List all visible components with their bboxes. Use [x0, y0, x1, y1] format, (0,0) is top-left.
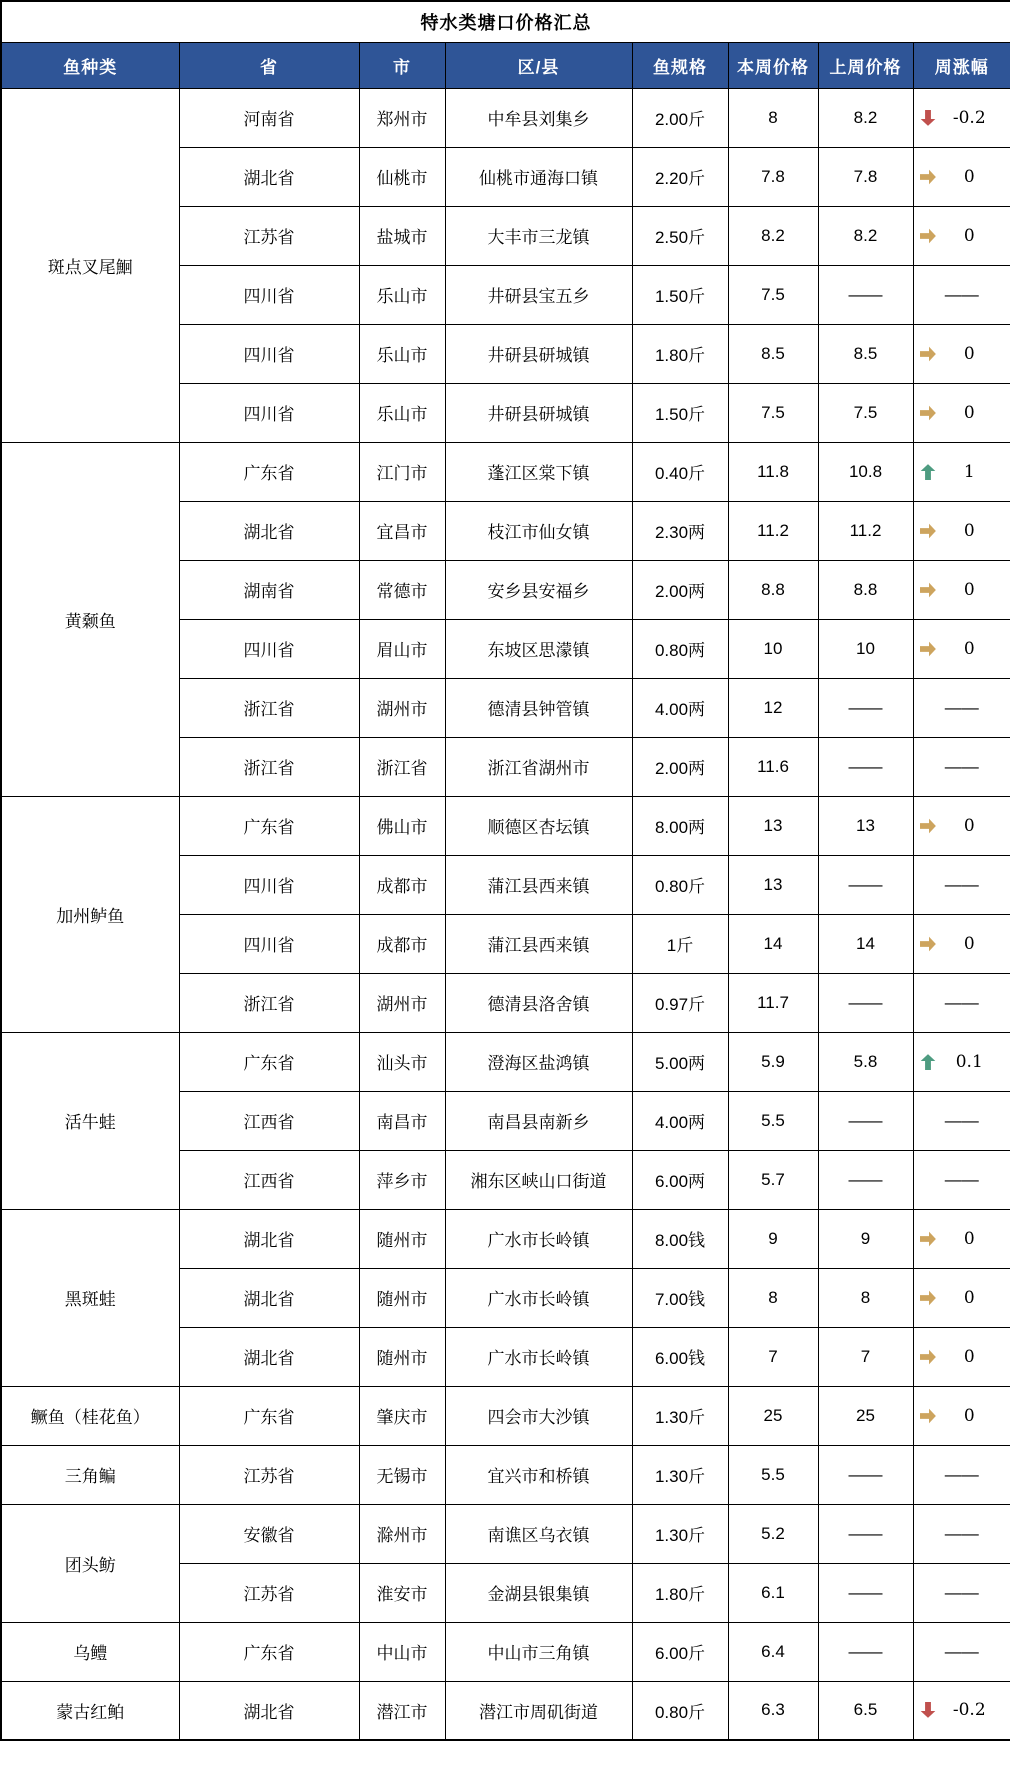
spec-cell: 4.00两 — [632, 1091, 728, 1150]
spec-cell: 0.97斤 — [632, 973, 728, 1032]
col-header-this-week: 本周价格 — [728, 42, 818, 88]
col-header-change: 周涨幅 — [913, 42, 1010, 88]
spec-cell: 5.00两 — [632, 1032, 728, 1091]
species-cell: 乌鳢 — [1, 1622, 179, 1681]
district-cell: 蓬江区棠下镇 — [445, 442, 632, 501]
province-cell: 河南省 — [179, 88, 359, 147]
last-week-price-cell: —— — [818, 1091, 913, 1150]
week-change-cell: —— — [913, 737, 1010, 796]
table-row — [1, 796, 1010, 855]
table-row — [1, 1681, 1010, 1740]
spec-cell: 7.00钱 — [632, 1268, 728, 1327]
this-week-price-cell: 7.8 — [728, 147, 818, 206]
this-week-price-cell: 6.4 — [728, 1622, 818, 1681]
right-arrow-icon — [919, 345, 937, 363]
this-week-price-cell: 8 — [728, 1268, 818, 1327]
right-arrow-icon — [919, 1348, 937, 1366]
week-change-cell — [913, 796, 1010, 855]
up-arrow-icon — [919, 1053, 937, 1071]
table-row — [1, 1445, 1010, 1504]
this-week-price-cell: 8.5 — [728, 324, 818, 383]
down-arrow-icon — [919, 1701, 937, 1719]
week-change-value: 0 — [963, 579, 975, 600]
week-change-value: 0 — [963, 638, 975, 659]
city-cell: 成都市 — [359, 855, 445, 914]
week-change-value: 1 — [963, 461, 975, 482]
province-cell: 江苏省 — [179, 1563, 359, 1622]
city-cell: 无锡市 — [359, 1445, 445, 1504]
district-cell: 井研县宝五乡 — [445, 265, 632, 324]
week-change-cell — [913, 1032, 1010, 1091]
province-cell: 江西省 — [179, 1091, 359, 1150]
title-row — [1, 1, 1010, 42]
this-week-price-cell: 25 — [728, 1386, 818, 1445]
province-cell: 浙江省 — [179, 973, 359, 1032]
district-cell: 四会市大沙镇 — [445, 1386, 632, 1445]
week-change-value: 0 — [963, 933, 975, 954]
week-change-value: 0 — [963, 1287, 975, 1308]
col-header-spec: 鱼规格 — [632, 42, 728, 88]
week-change-cell: —— — [913, 1091, 1010, 1150]
province-cell: 湖南省 — [179, 560, 359, 619]
week-change-cell — [913, 324, 1010, 383]
district-cell: 蒲江县西来镇 — [445, 855, 632, 914]
district-cell: 宜兴市和桥镇 — [445, 1445, 632, 1504]
right-arrow-icon — [919, 404, 937, 422]
col-header-last-week: 上周价格 — [818, 42, 913, 88]
species-cell: 加州鲈鱼 — [1, 796, 179, 1032]
city-cell: 滁州市 — [359, 1504, 445, 1563]
right-arrow-icon — [919, 581, 937, 599]
week-change-cell — [913, 147, 1010, 206]
table-row — [1, 1386, 1010, 1445]
down-arrow-icon — [919, 109, 937, 127]
this-week-price-cell: 10 — [728, 619, 818, 678]
table-row — [1, 1032, 1010, 1091]
right-arrow-icon — [919, 1407, 937, 1425]
city-cell: 常德市 — [359, 560, 445, 619]
city-cell: 成都市 — [359, 914, 445, 973]
spec-cell: 1.30斤 — [632, 1445, 728, 1504]
col-header-province: 省 — [179, 42, 359, 88]
week-change-content — [914, 403, 1010, 423]
week-change-cell — [913, 1681, 1010, 1740]
province-cell: 湖北省 — [179, 1209, 359, 1268]
district-cell: 东坡区思濛镇 — [445, 619, 632, 678]
week-change-value: 0 — [963, 166, 975, 187]
this-week-price-cell: 5.2 — [728, 1504, 818, 1563]
week-change-cell — [913, 619, 1010, 678]
province-cell: 江苏省 — [179, 206, 359, 265]
last-week-price-cell: —— — [818, 678, 913, 737]
last-week-price-cell: —— — [818, 973, 913, 1032]
week-change-value: 0 — [963, 1228, 975, 1249]
province-cell: 四川省 — [179, 619, 359, 678]
week-change-value: 0 — [963, 1346, 975, 1367]
spec-cell: 4.00两 — [632, 678, 728, 737]
species-cell: 鳜鱼（桂花鱼） — [1, 1386, 179, 1445]
this-week-price-cell: 11.6 — [728, 737, 818, 796]
page-title: 特水类塘口价格汇总 — [1, 1, 1010, 42]
this-week-price-cell: 5.7 — [728, 1150, 818, 1209]
table-row — [1, 1622, 1010, 1681]
right-arrow-icon — [919, 522, 937, 540]
province-cell: 安徽省 — [179, 1504, 359, 1563]
up-arrow-icon — [919, 463, 937, 481]
district-cell: 金湖县银集镇 — [445, 1563, 632, 1622]
province-cell: 江苏省 — [179, 1445, 359, 1504]
week-change-cell — [913, 501, 1010, 560]
this-week-price-cell: 14 — [728, 914, 818, 973]
last-week-price-cell: —— — [818, 1504, 913, 1563]
table-row — [1, 1504, 1010, 1563]
week-change-cell — [913, 914, 1010, 973]
this-week-price-cell: 8.2 — [728, 206, 818, 265]
province-cell: 江西省 — [179, 1150, 359, 1209]
this-week-price-cell: 6.1 — [728, 1563, 818, 1622]
city-cell: 中山市 — [359, 1622, 445, 1681]
spec-cell: 0.40斤 — [632, 442, 728, 501]
week-change-cell — [913, 1386, 1010, 1445]
week-change-cell — [913, 1268, 1010, 1327]
city-cell: 湖州市 — [359, 678, 445, 737]
spec-cell: 0.80斤 — [632, 855, 728, 914]
last-week-price-cell: —— — [818, 1622, 913, 1681]
province-cell: 广东省 — [179, 1386, 359, 1445]
week-change-content — [914, 1700, 1010, 1720]
spec-cell: 6.00斤 — [632, 1622, 728, 1681]
city-cell: 宜昌市 — [359, 501, 445, 560]
last-week-price-cell: 13 — [818, 796, 913, 855]
province-cell: 四川省 — [179, 383, 359, 442]
last-week-price-cell: —— — [818, 1445, 913, 1504]
week-change-cell: —— — [913, 1150, 1010, 1209]
city-cell: 肇庆市 — [359, 1386, 445, 1445]
week-change-cell — [913, 1209, 1010, 1268]
last-week-price-cell: 9 — [818, 1209, 913, 1268]
this-week-price-cell: 8 — [728, 88, 818, 147]
right-arrow-icon — [919, 1230, 937, 1248]
district-cell: 广水市长岭镇 — [445, 1268, 632, 1327]
province-cell: 广东省 — [179, 1622, 359, 1681]
city-cell: 乐山市 — [359, 324, 445, 383]
city-cell: 随州市 — [359, 1268, 445, 1327]
province-cell: 四川省 — [179, 265, 359, 324]
week-change-cell: —— — [913, 265, 1010, 324]
province-cell: 广东省 — [179, 1032, 359, 1091]
province-cell: 湖北省 — [179, 147, 359, 206]
last-week-price-cell: —— — [818, 265, 913, 324]
week-change-content — [914, 521, 1010, 541]
city-cell: 淮安市 — [359, 1563, 445, 1622]
last-week-price-cell: —— — [818, 855, 913, 914]
this-week-price-cell: 11.2 — [728, 501, 818, 560]
last-week-price-cell: 10 — [818, 619, 913, 678]
city-cell: 盐城市 — [359, 206, 445, 265]
district-cell: 井研县研城镇 — [445, 324, 632, 383]
district-cell: 广水市长岭镇 — [445, 1209, 632, 1268]
district-cell: 中山市三角镇 — [445, 1622, 632, 1681]
city-cell: 浙江省 — [359, 737, 445, 796]
district-cell: 德清县钟管镇 — [445, 678, 632, 737]
province-cell: 湖北省 — [179, 1327, 359, 1386]
week-change-cell: —— — [913, 973, 1010, 1032]
spec-cell: 0.80斤 — [632, 1681, 728, 1740]
last-week-price-cell: 7.5 — [818, 383, 913, 442]
right-arrow-icon — [919, 817, 937, 835]
this-week-price-cell: 8.8 — [728, 560, 818, 619]
spec-cell: 1斤 — [632, 914, 728, 973]
last-week-price-cell: 8.2 — [818, 206, 913, 265]
city-cell: 江门市 — [359, 442, 445, 501]
last-week-price-cell: 8.2 — [818, 88, 913, 147]
last-week-price-cell: 7 — [818, 1327, 913, 1386]
province-cell: 四川省 — [179, 914, 359, 973]
week-change-value: 0 — [963, 402, 975, 423]
spec-cell: 1.50斤 — [632, 383, 728, 442]
col-header-species: 鱼种类 — [1, 42, 179, 88]
week-change-cell — [913, 1327, 1010, 1386]
district-cell: 湘东区峡山口街道 — [445, 1150, 632, 1209]
table-row — [1, 1209, 1010, 1268]
this-week-price-cell: 12 — [728, 678, 818, 737]
week-change-cell: —— — [913, 1504, 1010, 1563]
last-week-price-cell: 5.8 — [818, 1032, 913, 1091]
week-change-cell — [913, 383, 1010, 442]
spec-cell: 2.50斤 — [632, 206, 728, 265]
week-change-value: -0.2 — [952, 107, 986, 128]
table-head — [1, 1, 1010, 88]
week-change-cell — [913, 560, 1010, 619]
price-table-body — [1, 88, 1010, 1740]
province-cell: 四川省 — [179, 855, 359, 914]
right-arrow-icon — [919, 227, 937, 245]
spec-cell: 1.30斤 — [632, 1504, 728, 1563]
spec-cell: 1.50斤 — [632, 265, 728, 324]
species-cell: 黑斑蛙 — [1, 1209, 179, 1386]
district-cell: 仙桃市通海口镇 — [445, 147, 632, 206]
col-header-city: 市 — [359, 42, 445, 88]
week-change-cell — [913, 442, 1010, 501]
city-cell: 汕头市 — [359, 1032, 445, 1091]
city-cell: 潜江市 — [359, 1681, 445, 1740]
last-week-price-cell: —— — [818, 1150, 913, 1209]
week-change-cell: —— — [913, 678, 1010, 737]
province-cell: 浙江省 — [179, 678, 359, 737]
last-week-price-cell: 7.8 — [818, 147, 913, 206]
this-week-price-cell: 6.3 — [728, 1681, 818, 1740]
week-change-cell: —— — [913, 855, 1010, 914]
city-cell: 南昌市 — [359, 1091, 445, 1150]
spec-cell: 2.00两 — [632, 737, 728, 796]
district-cell: 蒲江县西来镇 — [445, 914, 632, 973]
week-change-content — [914, 344, 1010, 364]
last-week-price-cell: 10.8 — [818, 442, 913, 501]
table-row — [1, 88, 1010, 147]
city-cell: 佛山市 — [359, 796, 445, 855]
province-cell: 广东省 — [179, 442, 359, 501]
last-week-price-cell: 8 — [818, 1268, 913, 1327]
city-cell: 乐山市 — [359, 383, 445, 442]
week-change-content — [914, 580, 1010, 600]
week-change-content — [914, 816, 1010, 836]
last-week-price-cell: 8.8 — [818, 560, 913, 619]
district-cell: 潜江市周矶街道 — [445, 1681, 632, 1740]
week-change-content — [914, 108, 1010, 128]
spec-cell: 1.80斤 — [632, 1563, 728, 1622]
this-week-price-cell: 11.8 — [728, 442, 818, 501]
week-change-content — [914, 1288, 1010, 1308]
spec-cell: 2.00斤 — [632, 88, 728, 147]
this-week-price-cell: 5.9 — [728, 1032, 818, 1091]
week-change-cell — [913, 206, 1010, 265]
week-change-content — [914, 1347, 1010, 1367]
this-week-price-cell: 11.7 — [728, 973, 818, 1032]
week-change-cell — [913, 88, 1010, 147]
week-change-content — [914, 639, 1010, 659]
last-week-price-cell: 25 — [818, 1386, 913, 1445]
province-cell: 广东省 — [179, 796, 359, 855]
this-week-price-cell: 7.5 — [728, 265, 818, 324]
week-change-content — [914, 1052, 1010, 1072]
district-cell: 大丰市三龙镇 — [445, 206, 632, 265]
city-cell: 湖州市 — [359, 973, 445, 1032]
week-change-value: 0 — [963, 1405, 975, 1426]
spec-cell: 2.00两 — [632, 560, 728, 619]
district-cell: 井研县研城镇 — [445, 383, 632, 442]
week-change-value: 0 — [963, 815, 975, 836]
last-week-price-cell: 14 — [818, 914, 913, 973]
week-change-value: 0 — [963, 520, 975, 541]
this-week-price-cell: 7.5 — [728, 383, 818, 442]
spec-cell: 2.20斤 — [632, 147, 728, 206]
province-cell: 湖北省 — [179, 501, 359, 560]
district-cell: 南谯区乌衣镇 — [445, 1504, 632, 1563]
week-change-cell: —— — [913, 1563, 1010, 1622]
spec-cell: 2.30两 — [632, 501, 728, 560]
spec-cell: 6.00两 — [632, 1150, 728, 1209]
week-change-cell: —— — [913, 1622, 1010, 1681]
right-arrow-icon — [919, 640, 937, 658]
week-change-content — [914, 1229, 1010, 1249]
this-week-price-cell: 13 — [728, 796, 818, 855]
district-cell: 枝江市仙女镇 — [445, 501, 632, 560]
week-change-content — [914, 226, 1010, 246]
city-cell: 郑州市 — [359, 88, 445, 147]
week-change-content — [914, 1406, 1010, 1426]
week-change-value: 0 — [963, 343, 975, 364]
this-week-price-cell: 9 — [728, 1209, 818, 1268]
week-change-value: 0.1 — [955, 1051, 983, 1072]
last-week-price-cell: —— — [818, 1563, 913, 1622]
species-cell: 蒙古红鲌 — [1, 1681, 179, 1740]
right-arrow-icon — [919, 1289, 937, 1307]
city-cell: 随州市 — [359, 1327, 445, 1386]
spec-cell: 1.80斤 — [632, 324, 728, 383]
week-change-cell: —— — [913, 1445, 1010, 1504]
district-cell: 南昌县南新乡 — [445, 1091, 632, 1150]
last-week-price-cell: 8.5 — [818, 324, 913, 383]
spec-cell: 1.30斤 — [632, 1386, 728, 1445]
city-cell: 乐山市 — [359, 265, 445, 324]
right-arrow-icon — [919, 935, 937, 953]
this-week-price-cell: 5.5 — [728, 1091, 818, 1150]
species-cell: 黄颡鱼 — [1, 442, 179, 796]
district-cell: 安乡县安福乡 — [445, 560, 632, 619]
table-row — [1, 442, 1010, 501]
city-cell: 萍乡市 — [359, 1150, 445, 1209]
species-cell: 活牛蛙 — [1, 1032, 179, 1209]
last-week-price-cell: 6.5 — [818, 1681, 913, 1740]
this-week-price-cell: 13 — [728, 855, 818, 914]
district-cell: 德清县洛舍镇 — [445, 973, 632, 1032]
species-cell: 三角鳊 — [1, 1445, 179, 1504]
right-arrow-icon — [919, 168, 937, 186]
last-week-price-cell: —— — [818, 737, 913, 796]
species-cell: 斑点叉尾鮰 — [1, 88, 179, 442]
district-cell: 浙江省湖州市 — [445, 737, 632, 796]
province-cell: 湖北省 — [179, 1268, 359, 1327]
week-change-content — [914, 462, 1010, 482]
week-change-value: -0.2 — [952, 1700, 986, 1721]
district-cell: 顺德区杏坛镇 — [445, 796, 632, 855]
col-header-district: 区/县 — [445, 42, 632, 88]
spec-cell: 6.00钱 — [632, 1327, 728, 1386]
header-row — [1, 42, 1010, 88]
spec-cell: 8.00钱 — [632, 1209, 728, 1268]
species-cell: 团头鲂 — [1, 1504, 179, 1622]
week-change-content — [914, 167, 1010, 187]
district-cell: 澄海区盐鸿镇 — [445, 1032, 632, 1091]
this-week-price-cell: 7 — [728, 1327, 818, 1386]
province-cell: 四川省 — [179, 324, 359, 383]
spec-cell: 0.80两 — [632, 619, 728, 678]
district-cell: 中牟县刘集乡 — [445, 88, 632, 147]
province-cell: 湖北省 — [179, 1681, 359, 1740]
week-change-content — [914, 934, 1010, 954]
district-cell: 广水市长岭镇 — [445, 1327, 632, 1386]
this-week-price-cell: 5.5 — [728, 1445, 818, 1504]
week-change-value: 0 — [963, 225, 975, 246]
spec-cell: 8.00两 — [632, 796, 728, 855]
city-cell: 眉山市 — [359, 619, 445, 678]
province-cell: 浙江省 — [179, 737, 359, 796]
last-week-price-cell: 11.2 — [818, 501, 913, 560]
city-cell: 仙桃市 — [359, 147, 445, 206]
city-cell: 随州市 — [359, 1209, 445, 1268]
